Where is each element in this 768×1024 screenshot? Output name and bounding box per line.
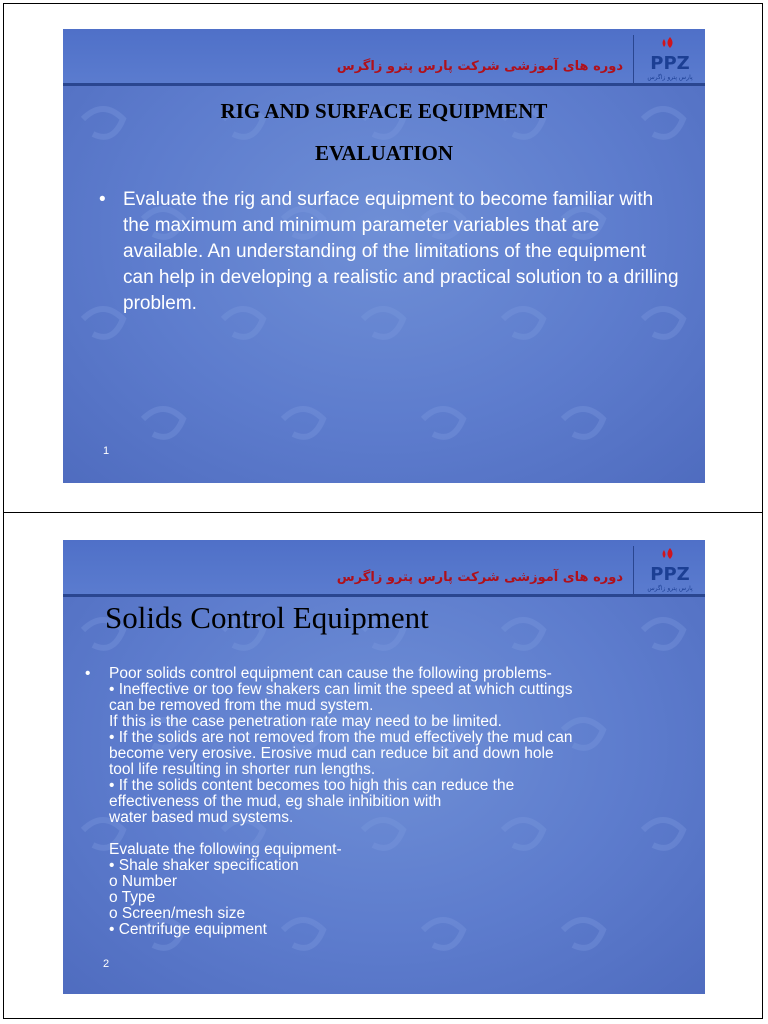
slide-title-line-1: RIG AND SURFACE EQUIPMENT — [220, 99, 548, 123]
slide-1 — [63, 29, 705, 483]
header-divider — [633, 546, 634, 594]
body-line — [85, 666, 685, 682]
body-line: If this is the case penetration rate may need to be limited. — [109, 713, 502, 730]
body-line: • Ineffective or too few shakers can limit the speed at which cuttings — [109, 681, 573, 698]
bullet-icon: • — [85, 665, 91, 682]
body-line: • If the solids are not removed from the mud effectively the mud can — [109, 729, 573, 746]
slide-title-line-2: EVALUATION — [314, 141, 454, 165]
slide-number: 2 — [103, 958, 110, 970]
bullet-text: Evaluate the rig and surface equipment to become familiar with the maximum and minimum parameter variables that are available. An understanding of the limitations of the equipment can help in developing a realistic and practical solution to a drilling problem. — [123, 189, 679, 314]
slide-1-bullet — [99, 187, 679, 317]
body-line: become very erosive. Erosive mud can reduce bit and down hole — [109, 745, 554, 762]
ppz-logo-icon — [640, 546, 700, 592]
header-rule — [63, 83, 705, 86]
slide-number: 1 — [103, 445, 110, 457]
slide-header — [63, 540, 705, 596]
slide-title: Solids Control Equipment — [105, 600, 429, 635]
body-line: o Screen/mesh size — [109, 905, 246, 922]
company-course-title: دوره های آموزشی شرکت پارس پترو زاگرس — [336, 59, 623, 74]
body-line: o Type — [109, 889, 156, 906]
header-rule — [63, 594, 705, 597]
body-line: effectiveness of the mud, eg shale inhibition with — [109, 793, 442, 810]
spacer — [85, 826, 685, 842]
body-line: • Centrifuge equipment — [109, 921, 267, 938]
slide-2-body — [85, 666, 685, 938]
bullet-icon: • — [99, 189, 106, 210]
slide-header — [63, 29, 705, 85]
body-line: tool life resulting in shorter run lengths. — [109, 761, 376, 778]
logo-subtext: پارس پترو زاگرس — [647, 74, 693, 81]
body-line: Evaluate the following equipment- — [109, 841, 342, 858]
logo-text: PPZ — [650, 564, 690, 585]
logo-subtext: پارس پترو زاگرس — [647, 585, 693, 592]
logo-text: PPZ — [650, 53, 690, 74]
body-line-text: Poor solids control equipment can cause the following problems- — [109, 665, 552, 682]
header-divider — [633, 35, 634, 83]
body-line: o Number — [109, 873, 178, 890]
ppz-logo-icon — [640, 35, 700, 81]
slide-2 — [63, 540, 705, 994]
body-line: can be removed from the mud system. — [109, 697, 374, 714]
page-divider — [3, 512, 763, 513]
body-line: • Shale shaker specification — [109, 857, 299, 874]
body-line: • If the solids content becomes too high this can reduce the — [109, 777, 515, 794]
body-line: water based mud systems. — [109, 809, 294, 826]
company-course-title: دوره های آموزشی شرکت پارس پترو زاگرس — [336, 570, 623, 585]
